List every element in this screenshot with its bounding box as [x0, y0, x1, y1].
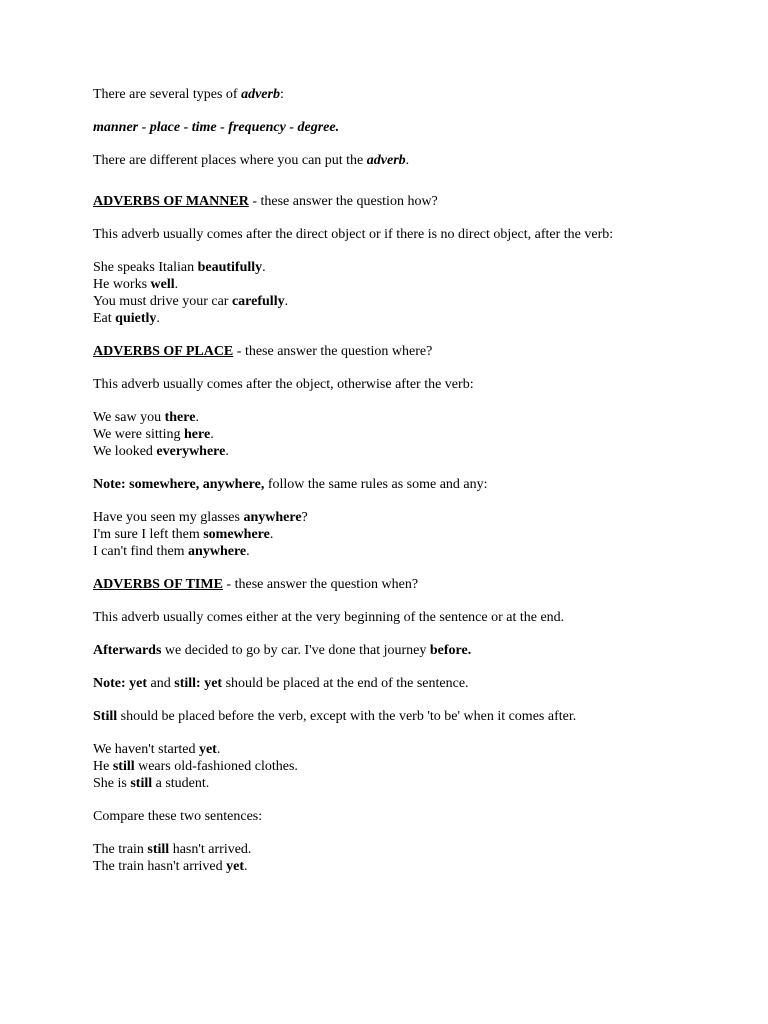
intro-paragraph-1 — [93, 86, 733, 103]
example-line — [93, 741, 733, 758]
example-text: We haven't started — [93, 742, 199, 757]
example-text: I can't find them — [93, 544, 189, 559]
example-text: . — [216, 742, 221, 757]
example-text: She is — [93, 776, 131, 791]
example-adverb: anywhere — [243, 510, 302, 525]
example-text: I'm sure I left them — [93, 527, 204, 542]
note-label: Note: somewhere, anywhere, — [93, 477, 265, 492]
example-adverb: here — [184, 427, 211, 442]
manner-rule: This adverb usually comes after the direct object or if there is no direct object, after the verb: — [93, 227, 614, 242]
example-adverb: everywhere — [156, 444, 226, 459]
example-text: The train hasn't arrived — [93, 859, 227, 874]
example-line — [93, 310, 733, 327]
example-adverb: Afterwards — [93, 643, 162, 658]
example-line — [93, 509, 733, 526]
note-label: Still — [93, 709, 118, 724]
example-line — [93, 526, 733, 543]
example-line — [93, 841, 733, 858]
note-text: follow the same rules as some and any: — [264, 477, 488, 492]
place-examples — [93, 409, 733, 460]
example-adverb: still — [112, 759, 135, 774]
compare-intro: Compare these two sentences: — [93, 809, 263, 824]
example-adverb: well — [150, 277, 175, 292]
example-line — [93, 858, 733, 875]
example-adverb: anywhere — [188, 544, 247, 559]
example-text: He — [93, 759, 113, 774]
example-line — [93, 426, 733, 443]
note-text: should be placed at the end of the sentence. — [222, 676, 469, 691]
section-subtitle: - these answer the question when? — [222, 577, 419, 592]
example-text: She speaks Italian — [93, 260, 198, 275]
time-examples — [93, 741, 733, 792]
example-text: . — [156, 311, 160, 326]
example-line — [93, 276, 733, 293]
example-text: a student. — [152, 776, 210, 791]
section-title: ADVERBS OF TIME — [93, 577, 223, 592]
example-text: . — [174, 277, 179, 292]
example-text: . — [262, 260, 266, 275]
example-text: Have you seen my glasses — [93, 510, 244, 525]
intro-text: There are different places where you can put the — [93, 153, 367, 168]
example-line — [93, 443, 733, 460]
example-line — [93, 409, 733, 426]
place-note-examples — [93, 509, 733, 560]
still-rule — [93, 708, 733, 725]
example-text: . — [195, 410, 199, 425]
manner-heading — [93, 193, 733, 210]
example-text: . — [210, 427, 214, 442]
example-line — [93, 775, 733, 792]
section-subtitle: - these answer the question how? — [248, 194, 438, 209]
example-line — [93, 543, 733, 560]
yet-still-note — [93, 675, 733, 692]
example-adverb: carefully — [231, 294, 285, 309]
example-text: ? — [301, 510, 308, 525]
compare-examples — [93, 841, 733, 875]
intro-term: adverb — [241, 87, 280, 102]
intro-punct: : — [279, 87, 284, 102]
example-adverb: still — [130, 776, 153, 791]
adverb-types-list: manner - place - time - frequency - degree. — [93, 120, 340, 135]
intro-text: There are several types of — [93, 87, 242, 102]
example-adverb: somewhere — [203, 527, 270, 542]
intro-punct: . — [405, 153, 410, 168]
example-text: Eat — [93, 311, 116, 326]
note-text: and — [147, 676, 175, 691]
example-text: You must drive your car — [93, 294, 232, 309]
place-heading — [93, 343, 733, 360]
note-label: Note: yet — [93, 676, 148, 691]
example-adverb: before. — [429, 643, 472, 658]
example-text: . — [246, 544, 250, 559]
example-line — [93, 293, 733, 310]
example-text: He works — [93, 277, 151, 292]
time-heading — [93, 576, 733, 593]
example-text: . — [225, 444, 229, 459]
example-text: wears old-fashioned clothes. — [134, 759, 298, 774]
example-adverb: beautifully — [197, 260, 263, 275]
example-text: The train — [93, 842, 148, 857]
document-page — [93, 86, 733, 875]
example-adverb: yet — [226, 859, 245, 874]
example-line — [93, 758, 733, 775]
section-title: ADVERBS OF PLACE — [93, 344, 234, 359]
afterwards-example — [93, 642, 733, 659]
example-adverb: quietly — [115, 311, 157, 326]
section-title: ADVERBS OF MANNER — [93, 194, 249, 209]
section-subtitle: - these answer the question where? — [233, 344, 433, 359]
note-text: should be placed before the verb, except with the verb 'to be' when it comes after. — [117, 709, 577, 724]
intro-term: adverb — [366, 153, 406, 168]
example-text: we decided to go by car. I've done that journey — [161, 643, 430, 658]
time-rule: This adverb usually comes either at the very beginning of the sentence or at the end. — [93, 610, 565, 625]
note-label: still: yet — [174, 676, 223, 691]
place-note — [93, 476, 733, 493]
example-line — [93, 259, 733, 276]
example-adverb: yet — [198, 742, 217, 757]
intro-paragraph-3 — [93, 152, 733, 169]
example-adverb: there — [164, 410, 196, 425]
example-text: . — [269, 527, 274, 542]
example-text: hasn't arrived. — [169, 842, 252, 857]
example-text: . — [284, 294, 289, 309]
manner-examples — [93, 259, 733, 327]
example-text: We looked — [93, 444, 157, 459]
example-text: We were sitting — [93, 427, 185, 442]
example-text: . — [244, 859, 248, 874]
place-rule: This adverb usually comes after the object, otherwise after the verb: — [93, 377, 474, 392]
example-adverb: still — [147, 842, 170, 857]
example-text: We saw you — [93, 410, 165, 425]
